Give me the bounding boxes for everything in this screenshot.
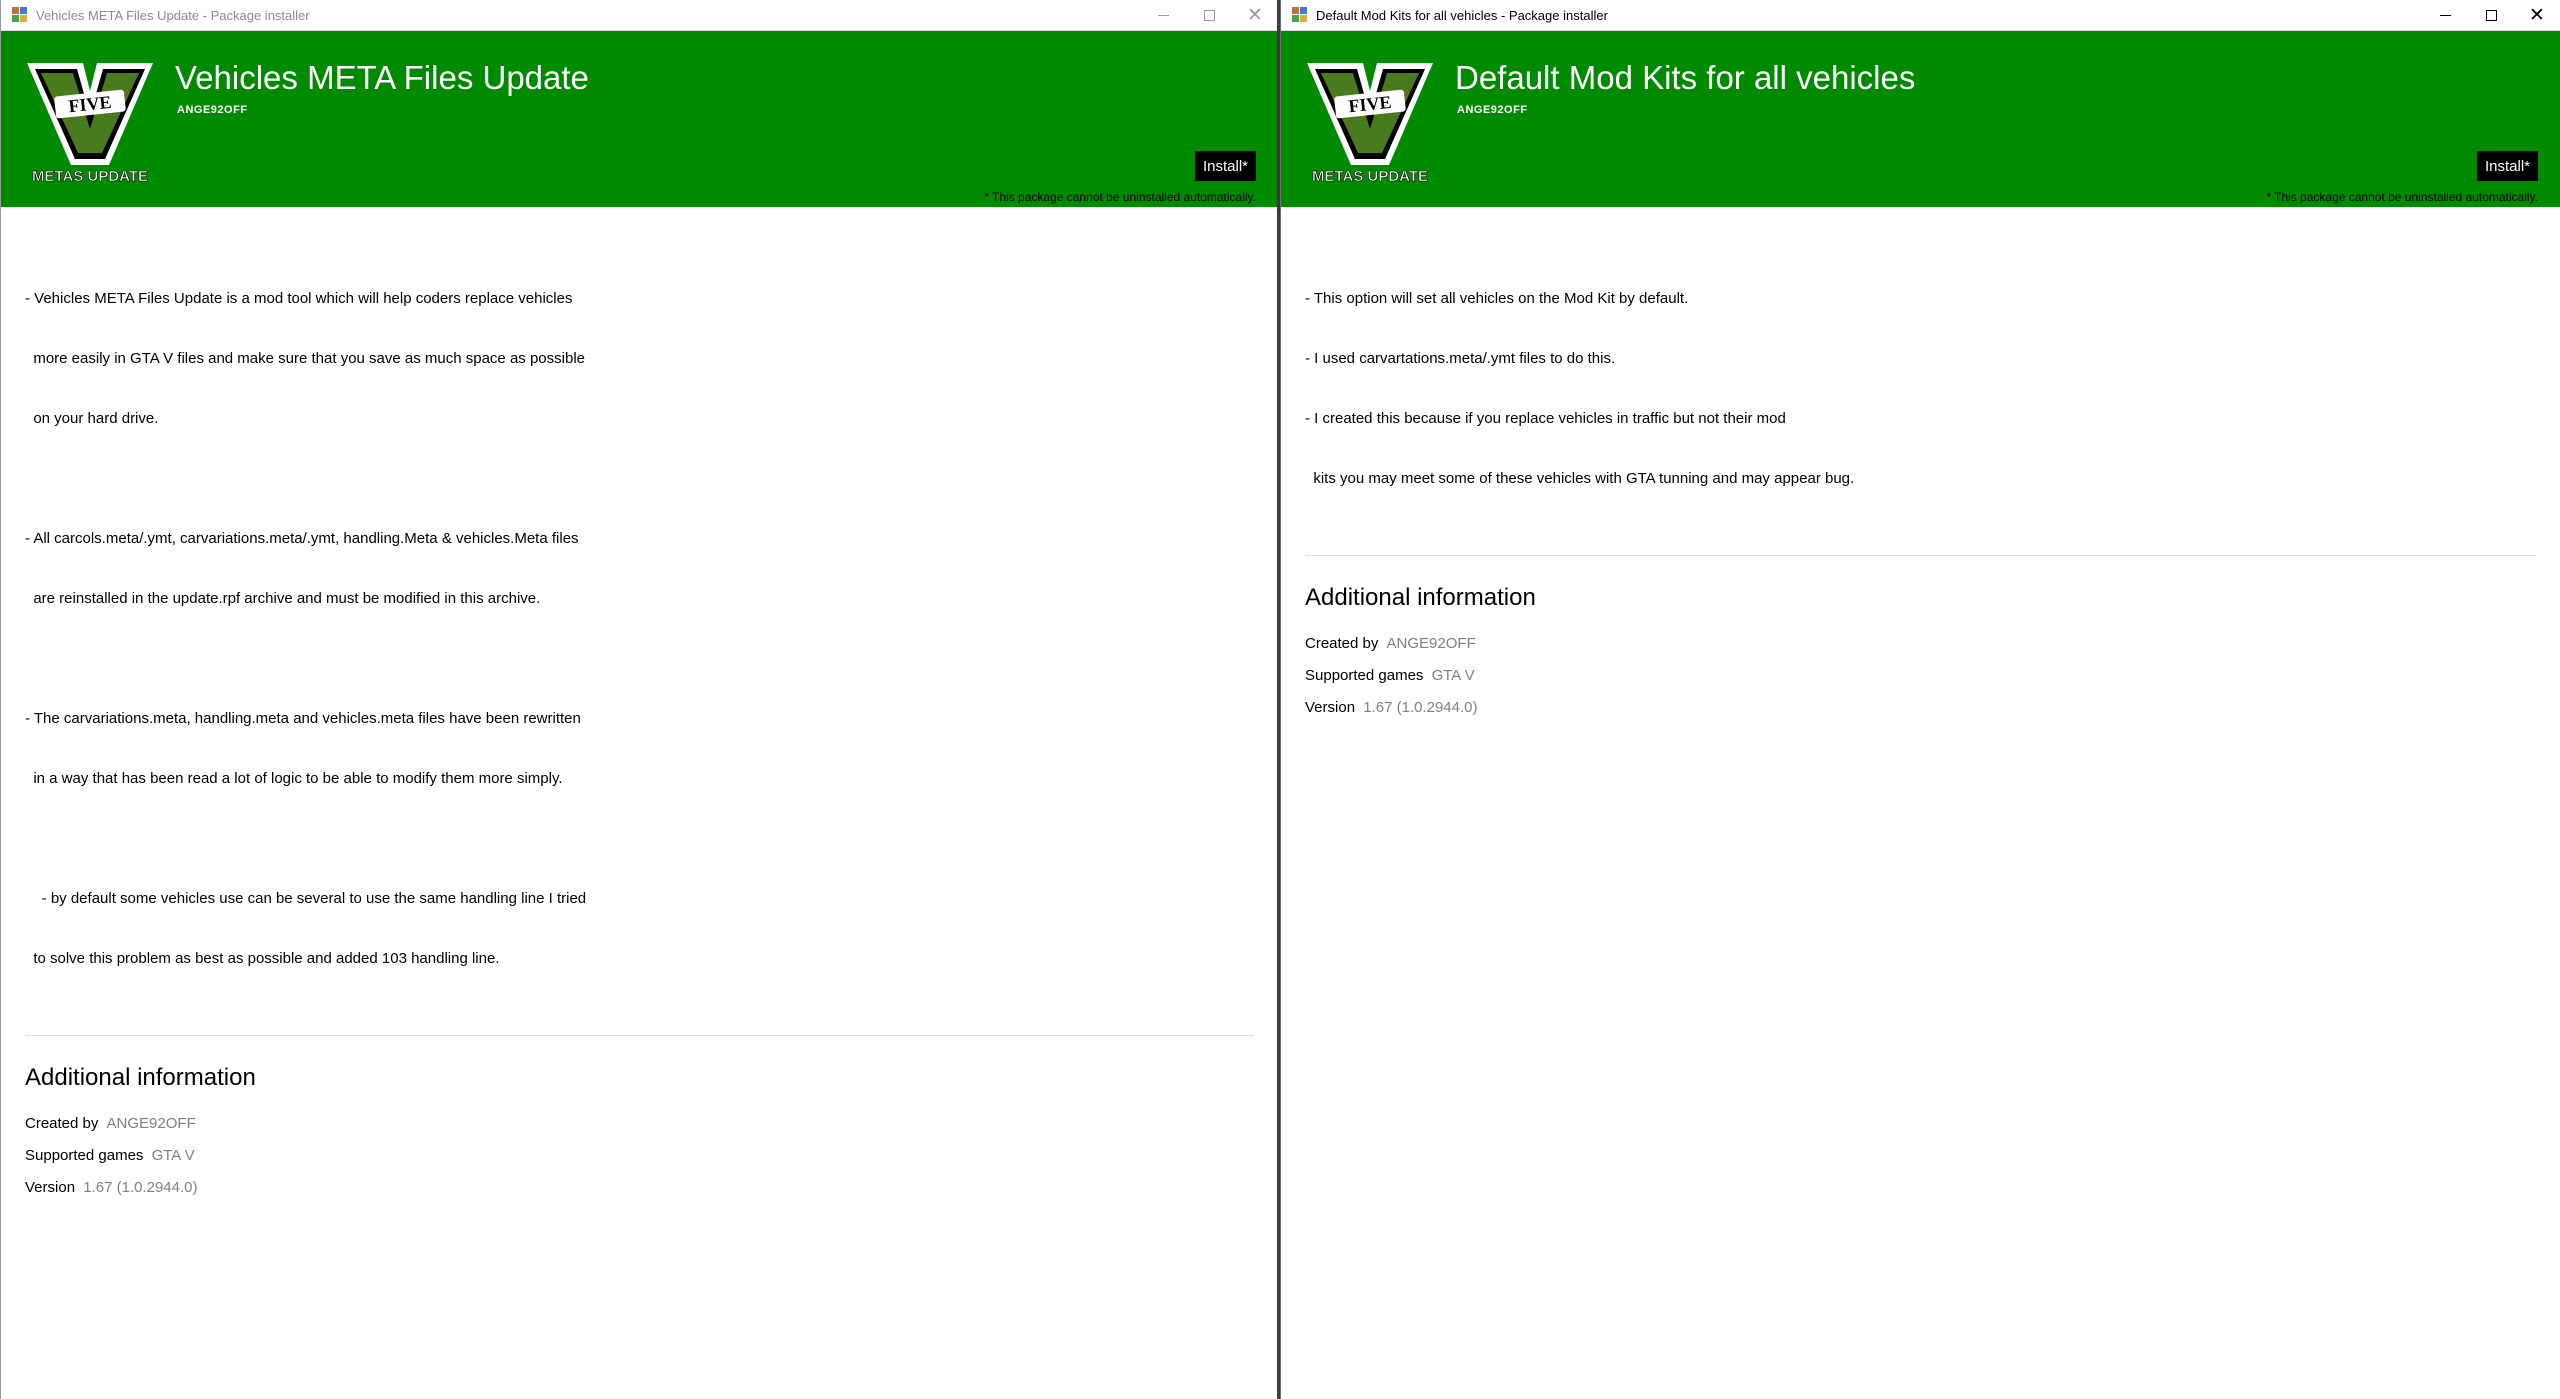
supported-games-label: Supported games <box>25 1147 144 1164</box>
supported-games-label: Supported games <box>1305 667 1424 684</box>
package-content <box>1 207 1278 1210</box>
version-row <box>1305 698 2536 730</box>
supported-games-value: GTA V <box>151 1147 195 1164</box>
description-line: on your hard drive. <box>25 410 159 427</box>
description-line: - All carcols.meta/.ymt, carvariations.meta/.ymt, handling.Meta & vehicles.Meta files <box>25 530 579 547</box>
description-line: kits you may meet some of these vehicles with GTA tunning and may appear bug. <box>1305 470 1855 487</box>
package-installer-icon <box>1292 7 1308 23</box>
minimize-icon <box>2440 15 2451 16</box>
close-icon: ✕ <box>2529 5 2545 26</box>
window-title: Vehicles META Files Update - Package installer <box>36 7 310 23</box>
logo-text-bottom: METAS UPDATE <box>1311 168 1429 185</box>
package-content <box>1281 207 2560 730</box>
gta-v-logo <box>1305 57 1435 185</box>
gta-v-logo <box>25 57 155 185</box>
package-author: ANGE92OFF <box>177 104 248 116</box>
description-line: - I created this because if you replace vehicles in traffic but not their mod <box>1305 410 1786 427</box>
title-bar[interactable] <box>1 0 1278 31</box>
supported-games-row <box>25 1146 1254 1178</box>
description-line <box>25 469 1254 489</box>
additional-info-heading: Additional information <box>25 1064 256 1091</box>
created-by-row <box>1305 634 2536 666</box>
description-line: in a way that has been read a lot of logic to be able to modify them more simply. <box>25 770 563 787</box>
version-value: 1.67 (1.0.2944.0) <box>83 1179 198 1196</box>
logo-text-top: FIVE <box>67 91 113 117</box>
created-by-value: ANGE92OFF <box>106 1115 196 1132</box>
package-installer-icon <box>12 7 28 23</box>
supported-games-row <box>1305 666 2536 698</box>
description-line: more easily in GTA V files and make sure that you save as much space as possible <box>25 350 585 367</box>
package-banner <box>1 31 1278 207</box>
created-by-row <box>25 1114 1254 1146</box>
logo-text-top: FIVE <box>1347 91 1393 117</box>
supported-games-value: GTA V <box>1431 667 1475 684</box>
package-installer-window-left <box>0 0 1279 1399</box>
description-line: - I used carvartations.meta/.ymt files to do this. <box>1305 350 1616 367</box>
minimize-button[interactable] <box>1140 0 1186 31</box>
additional-info-list <box>25 1114 1254 1210</box>
minimize-icon <box>1158 15 1169 16</box>
package-author: ANGE92OFF <box>1457 104 1528 116</box>
version-label: Version <box>1305 699 1356 716</box>
window-title: Default Mod Kits for all vehicles - Package installer <box>1316 7 1608 23</box>
section-divider <box>25 1035 1254 1036</box>
created-by-value: ANGE92OFF <box>1386 635 1476 652</box>
additional-info-list <box>1305 634 2536 730</box>
close-button[interactable] <box>2514 0 2560 31</box>
close-button[interactable] <box>1232 0 1278 31</box>
maximize-icon <box>1204 10 1215 21</box>
additional-info-heading: Additional information <box>1305 584 1536 611</box>
maximize-icon <box>2486 10 2497 21</box>
package-banner <box>1281 31 2560 207</box>
version-row <box>25 1178 1254 1210</box>
description-line <box>25 829 1254 849</box>
description-line <box>25 649 1254 669</box>
maximize-button[interactable] <box>2468 0 2514 31</box>
version-value: 1.67 (1.0.2944.0) <box>1363 699 1478 716</box>
description-line: - The carvariations.meta, handling.meta and vehicles.meta files have been rewritten <box>25 710 581 727</box>
package-title: Default Mod Kits for all vehicles <box>1455 59 1916 96</box>
close-icon: ✕ <box>1247 5 1263 26</box>
package-description <box>1305 249 2536 529</box>
description-line: - by default some vehicles use can be several to use the same handling line I tried <box>25 890 587 907</box>
description-line: - Vehicles META Files Update is a mod tool which will help coders replace vehicles <box>25 290 573 307</box>
created-by-label: Created by <box>1305 635 1379 652</box>
window-controls <box>1140 0 1278 31</box>
description-line: - This option will set all vehicles on the Mod Kit by default. <box>1305 290 1689 307</box>
minimize-button[interactable] <box>2422 0 2468 31</box>
description-line: to solve this problem as best as possible and added 103 handling line. <box>25 950 500 967</box>
install-button[interactable]: Install* <box>1195 151 1256 181</box>
package-description <box>25 249 1254 1009</box>
window-controls <box>2422 0 2560 31</box>
package-installer-window-right <box>1280 0 2560 1399</box>
description-line: are reinstalled in the update.rpf archive and must be modified in this archive. <box>25 590 541 607</box>
created-by-label: Created by <box>25 1115 99 1132</box>
title-bar[interactable] <box>1281 0 2560 31</box>
section-divider <box>1305 555 2536 556</box>
logo-text-bottom: METAS UPDATE <box>31 168 149 185</box>
package-title: Vehicles META Files Update <box>175 59 589 96</box>
version-label: Version <box>25 1179 76 1196</box>
uninstall-note: * This package cannot be uninstalled automatically. <box>2266 190 2538 204</box>
uninstall-note: * This package cannot be uninstalled automatically. <box>984 190 1256 204</box>
maximize-button[interactable] <box>1186 0 1232 31</box>
install-button[interactable]: Install* <box>2477 151 2538 181</box>
